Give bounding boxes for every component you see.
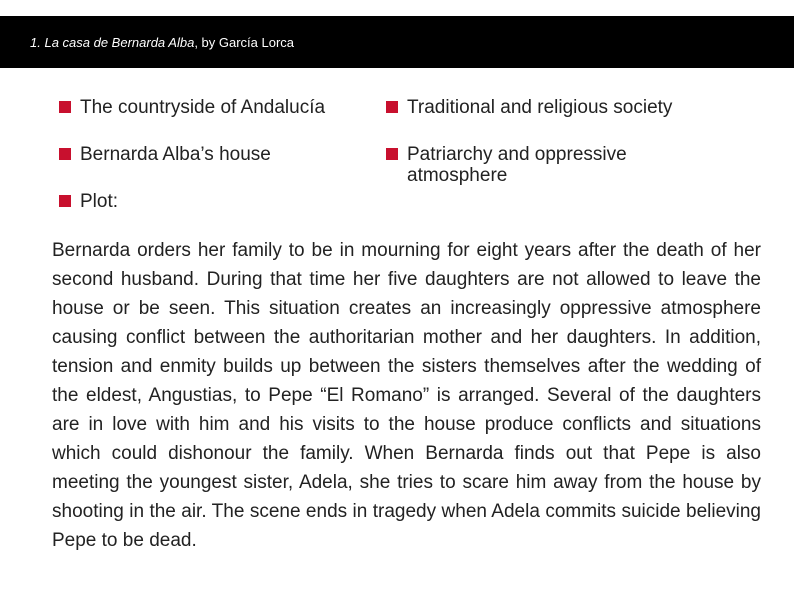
square-bullet-icon xyxy=(59,101,71,113)
slide-number: 1. xyxy=(30,35,41,50)
square-bullet-icon xyxy=(59,195,71,207)
bullet-countryside xyxy=(59,97,325,118)
slide-title xyxy=(30,35,294,50)
bullet-plot xyxy=(59,191,118,212)
bullet-label: Patriarchy and oppressive atmosphere xyxy=(407,144,627,186)
bullet-label: Bernarda Alba’s house xyxy=(80,144,271,165)
author-suffix: , by García Lorca xyxy=(194,35,295,50)
square-bullet-icon xyxy=(386,148,398,160)
bullet-house xyxy=(59,144,271,165)
plot-summary: Bernarda orders her family to be in mourning for eight years after the death of her second husband. During that time her five daughters are not allowed to leave the house or be seen. This situation creates an increasingly oppressive atmosphere causing conflict between the authoritarian mother and her daughters. In addition, tension and enmity builds up between the sisters themselves after the wedding of the eldest, Angustias, to Pepe “El Romano” is arranged. Several of the daughters are in love with him and his visits to the house produce conflicts and situations which could dishonour the family. When Bernarda finds out that Pepe is also meeting the youngest sister, Adela, she tries to scare him away from the house by shooting in the air. The scene ends in tragedy when Adela commits suicide believing Pepe to be dead. xyxy=(52,240,761,551)
square-bullet-icon xyxy=(386,101,398,113)
work-title: La casa de Bernarda Alba xyxy=(44,35,195,50)
bullet-label: The countryside of Andalucía xyxy=(80,97,326,118)
bullet-patriarchy xyxy=(386,144,706,186)
bullet-label: Plot: xyxy=(80,191,119,212)
header-bar xyxy=(0,16,794,68)
bullet-label: Traditional and religious society xyxy=(407,97,673,118)
bullet-society xyxy=(386,97,672,118)
square-bullet-icon xyxy=(59,148,71,160)
